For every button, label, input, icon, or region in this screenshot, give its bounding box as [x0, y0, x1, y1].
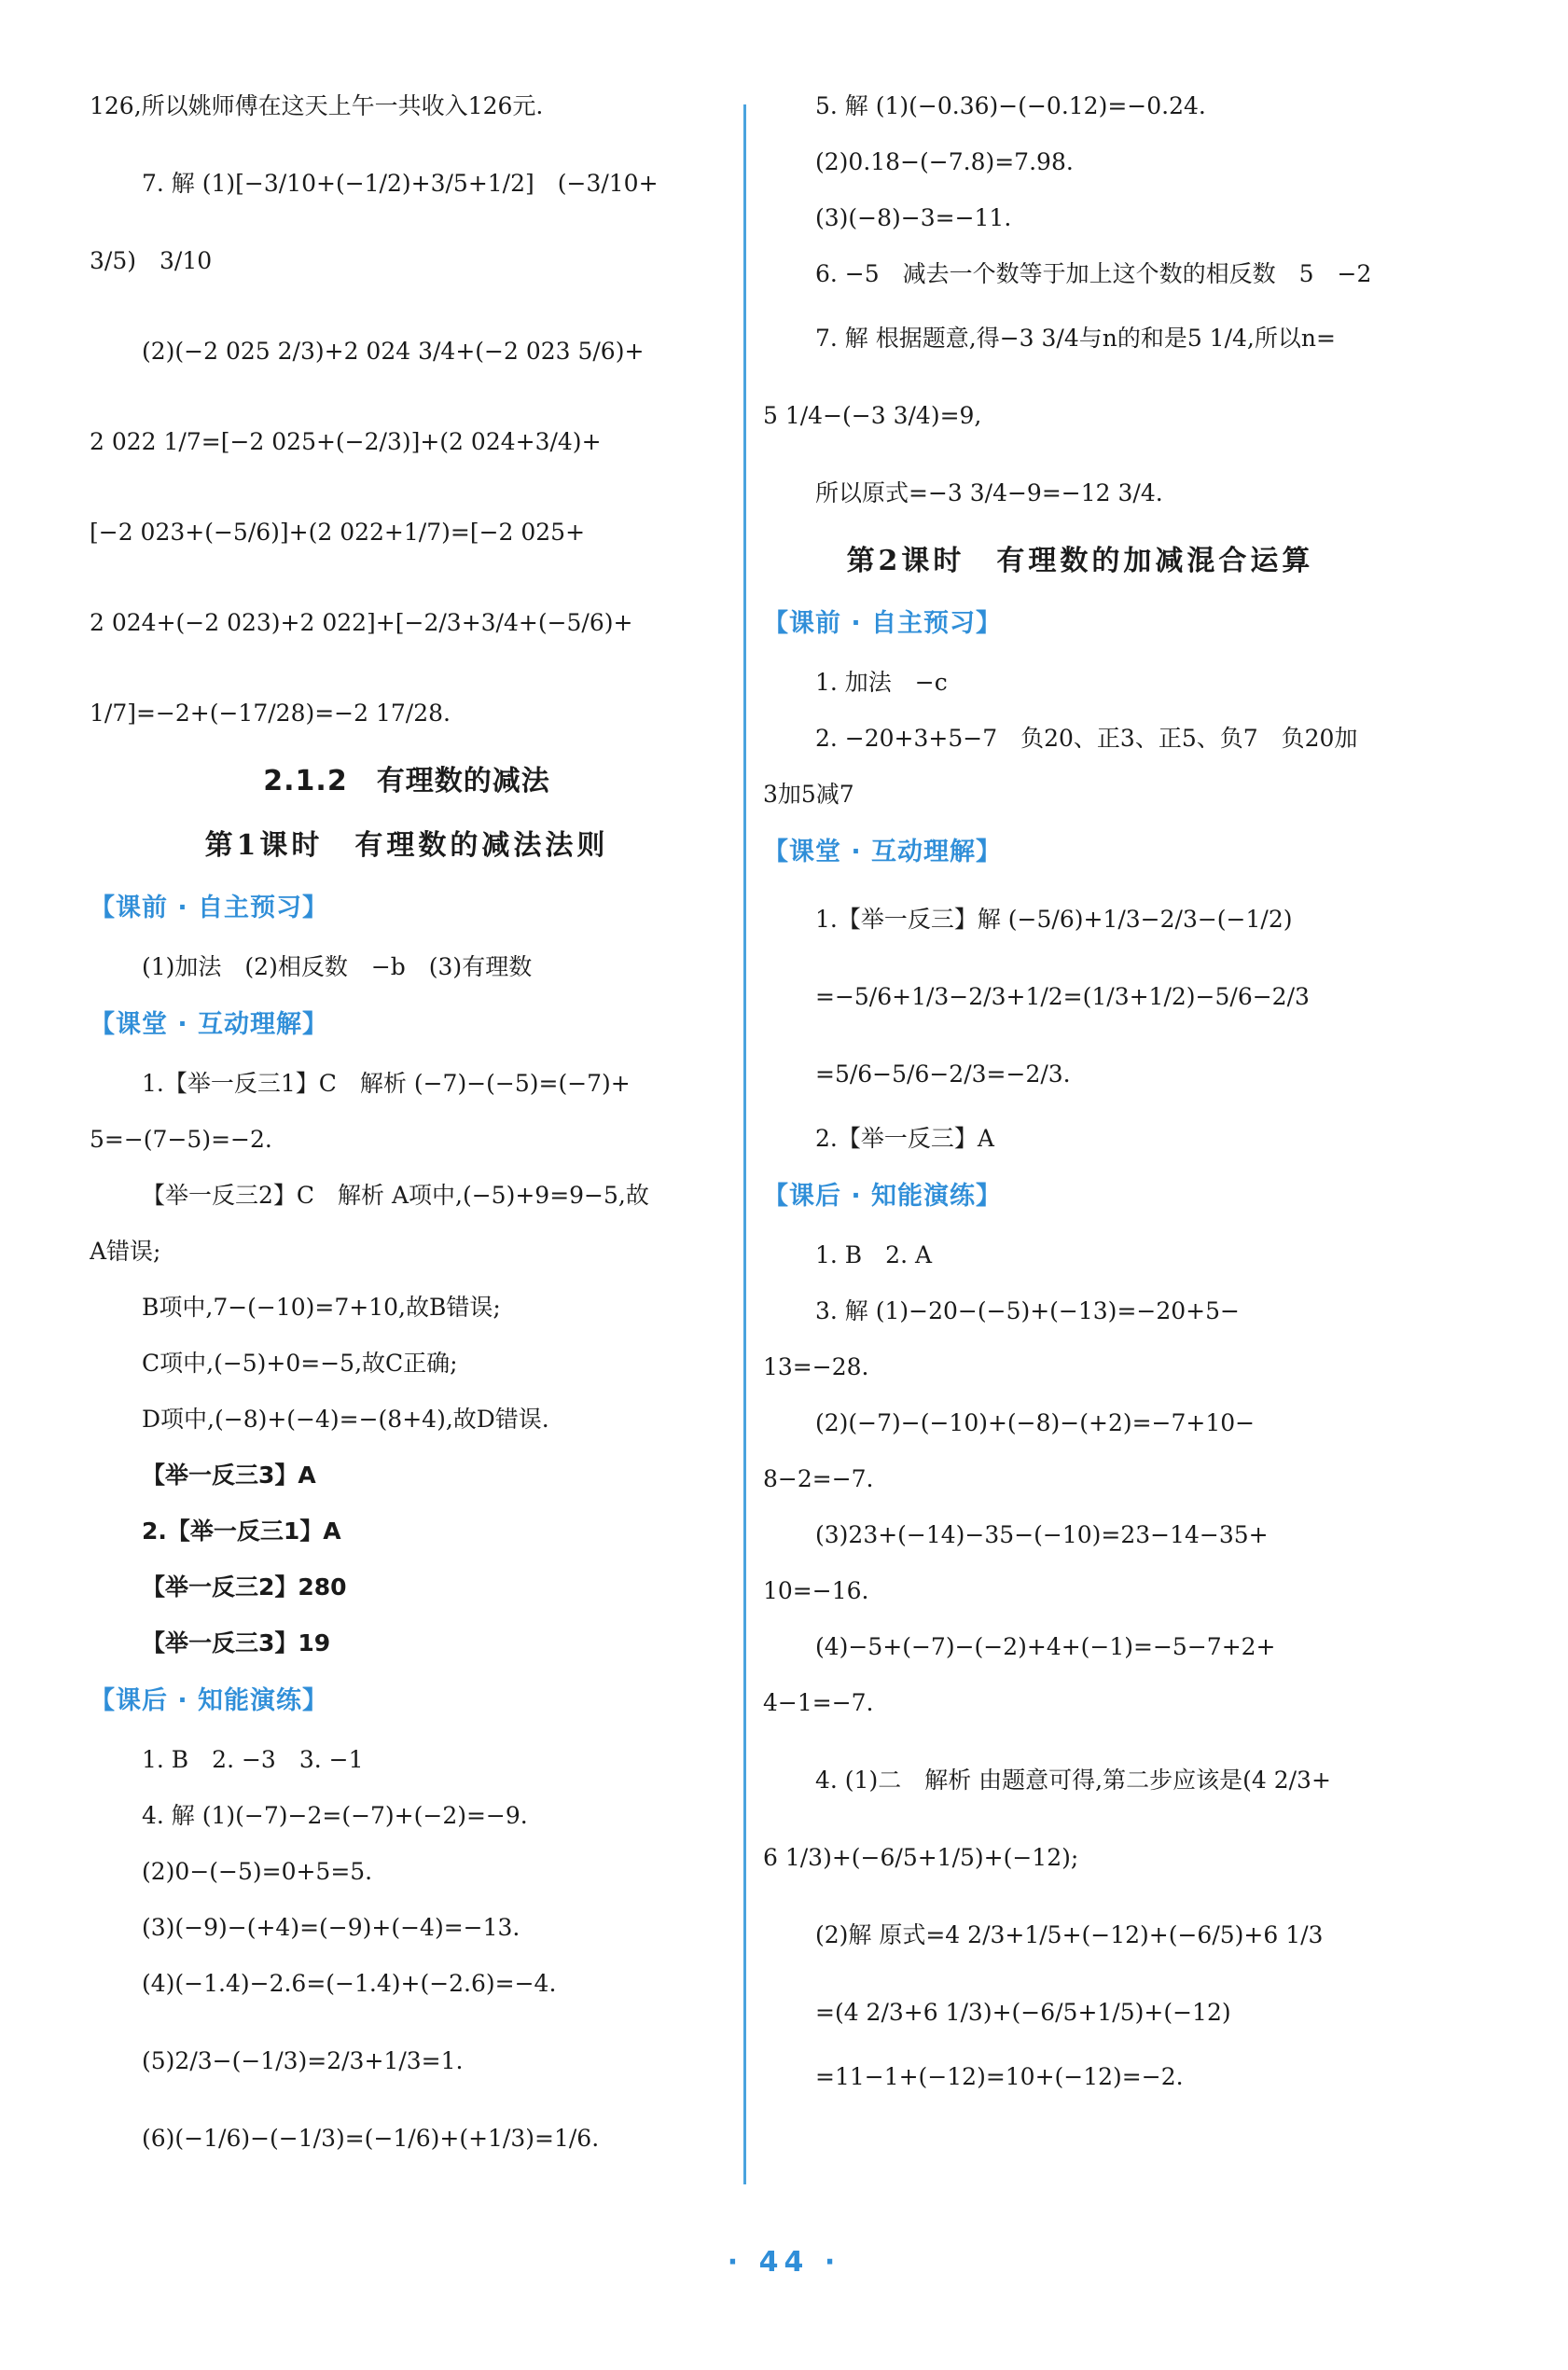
- left-line-18: 2.【举一反三1】A: [142, 1518, 341, 1545]
- right-line-2: (2)0.18−(−7.8)=7.98.: [815, 148, 1074, 175]
- left-line-10: 1.【举一反三1】C 解析 (−7)−(−5)=(−7)+: [142, 1070, 631, 1097]
- banner-classroom-2: 【课堂 · 互动理解】: [763, 838, 1003, 866]
- right-line-20: (3)23+(−14)−35−(−10)=23−14−35+: [815, 1521, 1269, 1548]
- lesson-title-1: 第1课时 有理数的减法法则: [204, 829, 609, 862]
- right-line-4: 6. −5 减去一个数等于加上这个数的相反数 5 −2: [815, 260, 1372, 287]
- left-line-24: (3)(−9)−(+4)=(−9)+(−4)=−13.: [142, 1914, 520, 1941]
- left-line-15: C项中,(−5)+0=−5,故C正确;: [142, 1350, 458, 1377]
- section-title: 2.1.2 有理数的减法: [263, 765, 550, 797]
- right-line-12: =−5/6+1/3−2/3+1/2=(1/3+1/2)−5/6−2/3: [815, 983, 1310, 1010]
- left-line-16: D项中,(−8)+(−4)=−(8+4),故D错误.: [142, 1406, 549, 1433]
- left-line-7: 2 024+(−2 023)+2 022]+[−2/3+3/4+(−5/6)+: [90, 609, 633, 636]
- right-line-28: =11−1+(−12)=10+(−12)=−2.: [815, 2063, 1184, 2090]
- left-line-12: 【举一反三2】C 解析 A项中,(−5)+9=9−5,故: [142, 1182, 649, 1209]
- banner-preview-2: 【课前 · 自主预习】: [763, 609, 1003, 638]
- left-line-2: 7. 解 (1)[−3/10+(−1/2)+3/5+1/2] (−3/10+: [142, 170, 659, 197]
- banner-after-class: 【课后 · 知能演练】: [90, 1686, 329, 1715]
- page-number: · 44 ·: [727, 2246, 841, 2279]
- right-line-3: (3)(−8)−3=−11.: [815, 204, 1012, 231]
- left-line-19: 【举一反三2】280: [142, 1573, 347, 1601]
- column-divider: [743, 104, 746, 2184]
- left-column: [90, 90, 724, 2155]
- right-line-24: 4. (1)二 解析 由题意可得,第二步应该是(4 2/3+: [815, 1767, 1331, 1794]
- banner-after-class-2: 【课后 · 知能演练】: [763, 1182, 1003, 1211]
- right-line-21: 10=−16.: [763, 1577, 869, 1604]
- right-line-26: (2)解 原式=4 2/3+1/5+(−12)+(−6/5)+6 1/3: [815, 1921, 1324, 1948]
- right-line-27: =(4 2/3+6 1/3)+(−6/5+1/5)+(−12): [815, 1999, 1231, 2026]
- right-line-10: 3加5减7: [763, 781, 854, 808]
- left-line-25: (4)(−1.4)−2.6=(−1.4)+(−2.6)=−4.: [142, 1970, 557, 1997]
- right-line-25: 6 1/3)+(−6/5+1/5)+(−12);: [763, 1844, 1079, 1871]
- left-line-6: [−2 023+(−5/6)]+(2 022+1/7)=[−2 025+: [90, 519, 586, 546]
- left-line-14: B项中,7−(−10)=7+10,故B错误;: [142, 1294, 501, 1321]
- right-line-19: 8−2=−7.: [763, 1465, 874, 1492]
- right-line-8: 1. 加法 −c: [815, 669, 948, 696]
- right-line-14: 2.【举一反三】A: [815, 1125, 994, 1152]
- right-line-23: 4−1=−7.: [763, 1689, 874, 1716]
- left-line-9: (1)加法 (2)相反数 −b (3)有理数: [142, 953, 533, 980]
- left-line-3: 3/5) 3/10: [90, 247, 213, 274]
- banner-classroom: 【课堂 · 互动理解】: [90, 1010, 329, 1039]
- left-line-22: 4. 解 (1)(−7)−2=(−7)+(−2)=−9.: [142, 1802, 528, 1829]
- right-line-11: 1.【举一反三】解 (−5/6)+1/3−2/3−(−1/2): [815, 906, 1293, 933]
- right-line-17: 13=−28.: [763, 1353, 869, 1380]
- right-line-7: 所以原式=−3 3/4−9=−12 3/4.: [815, 479, 1163, 506]
- left-line-4: (2)(−2 025 2/3)+2 024 3/4+(−2 023 5/6)+: [142, 338, 645, 365]
- right-line-22: (4)−5+(−7)−(−2)+4+(−1)=−5−7+2+: [815, 1633, 1276, 1660]
- right-line-9: 2. −20+3+5−7 负20、正3、正5、负7 负20加: [815, 725, 1358, 752]
- lesson-title-2: 第2课时 有理数的加减混合运算: [846, 545, 1314, 577]
- left-line-20: 【举一反三3】19: [142, 1629, 331, 1656]
- right-line-15: 1. B 2. A: [815, 1241, 933, 1268]
- left-line-13: A错误;: [90, 1238, 161, 1265]
- right-line-1: 5. 解 (1)(−0.36)−(−0.12)=−0.24.: [815, 92, 1206, 119]
- right-line-18: (2)(−7)−(−10)+(−8)−(+2)=−7+10−: [815, 1409, 1256, 1436]
- left-line-21: 1. B 2. −3 3. −1: [142, 1746, 364, 1773]
- left-line-8: 1/7]=−2+(−17/28)=−2 17/28.: [90, 700, 451, 727]
- right-line-13: =5/6−5/6−2/3=−2/3.: [815, 1060, 1071, 1088]
- left-line-27: (6)(−1/6)−(−1/3)=(−1/6)+(+1/3)=1/6.: [142, 2125, 600, 2152]
- right-line-5: 7. 解 根据题意,得−3 3/4与n的和是5 1/4,所以n=: [815, 325, 1336, 352]
- left-line-1: 126,所以姚师傅在这天上午一共收入126元.: [90, 92, 544, 119]
- right-column: [763, 90, 1397, 2093]
- left-line-17: 【举一反三3】A: [142, 1462, 316, 1489]
- right-line-6: 5 1/4−(−3 3/4)=9,: [763, 402, 982, 429]
- banner-preview: 【课前 · 自主预习】: [90, 894, 329, 922]
- right-line-16: 3. 解 (1)−20−(−5)+(−13)=−20+5−: [815, 1297, 1240, 1324]
- left-line-26: (5)2/3−(−1/3)=2/3+1/3=1.: [142, 2047, 464, 2074]
- left-line-11: 5=−(7−5)=−2.: [90, 1126, 272, 1153]
- left-line-5: 2 022 1/7=[−2 025+(−2/3)]+(2 024+3/4)+: [90, 428, 602, 455]
- left-line-23: (2)0−(−5)=0+5=5.: [142, 1858, 373, 1885]
